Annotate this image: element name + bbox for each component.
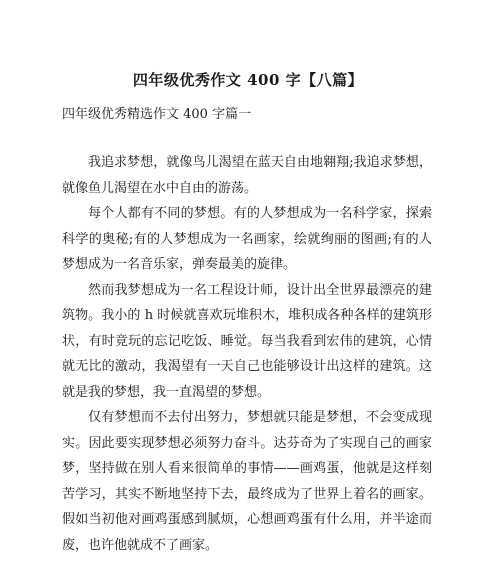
document-title: 四年级优秀作文 400 字【八篇】 <box>132 71 364 89</box>
paragraph-4: 仅有梦想而不去付出努力，梦想就只能是梦想，不会变成现实。因此要实现梦想必须努力奋斗。达芬奇为了实现自己的画家梦，坚持做在别人看来很简单的事情——画鸡蛋，他就是这样刻苦学习，其实不断地坚持下去，最终成为了世界上着名的画家。假如当初他对画鸡蛋感到腻烦，心想画鸡蛋有什么用，并半途而废，也许他就成不了画家。 <box>62 410 432 553</box>
paragraph-3: 然而我梦想成为一名工程设计师，设计出全世界最漂亮的建筑物。我小的 h 时候就喜欢玩堆积木，堆积成各种各样的建筑形状，有时竟玩的忘记吃饭、睡觉。每当我看到宏伟的建筑，心情就无比的激动，我渴望有一天自己也能够设计出这样的建筑。这就是我的梦想，我一直渴望的梦想。 <box>62 282 432 400</box>
paragraph-2: 每个人都有不同的梦想。有的人梦想成为一名科学家，探索科学的奥秘;有的人梦想成为一名画家，绘就绚丽的图画;有的人梦想成为一名音乐家，弹奏最美的旋律。 <box>62 206 432 272</box>
section-heading: 四年级优秀精选作文 400 字篇一 <box>62 107 252 122</box>
essay-body <box>62 150 432 558</box>
paragraph-1: 我追求梦想，就像鸟儿渴望在蓝天自由地翱翔;我追求梦想，就像鱼儿渴望在水中自由的游荡。 <box>62 155 432 196</box>
